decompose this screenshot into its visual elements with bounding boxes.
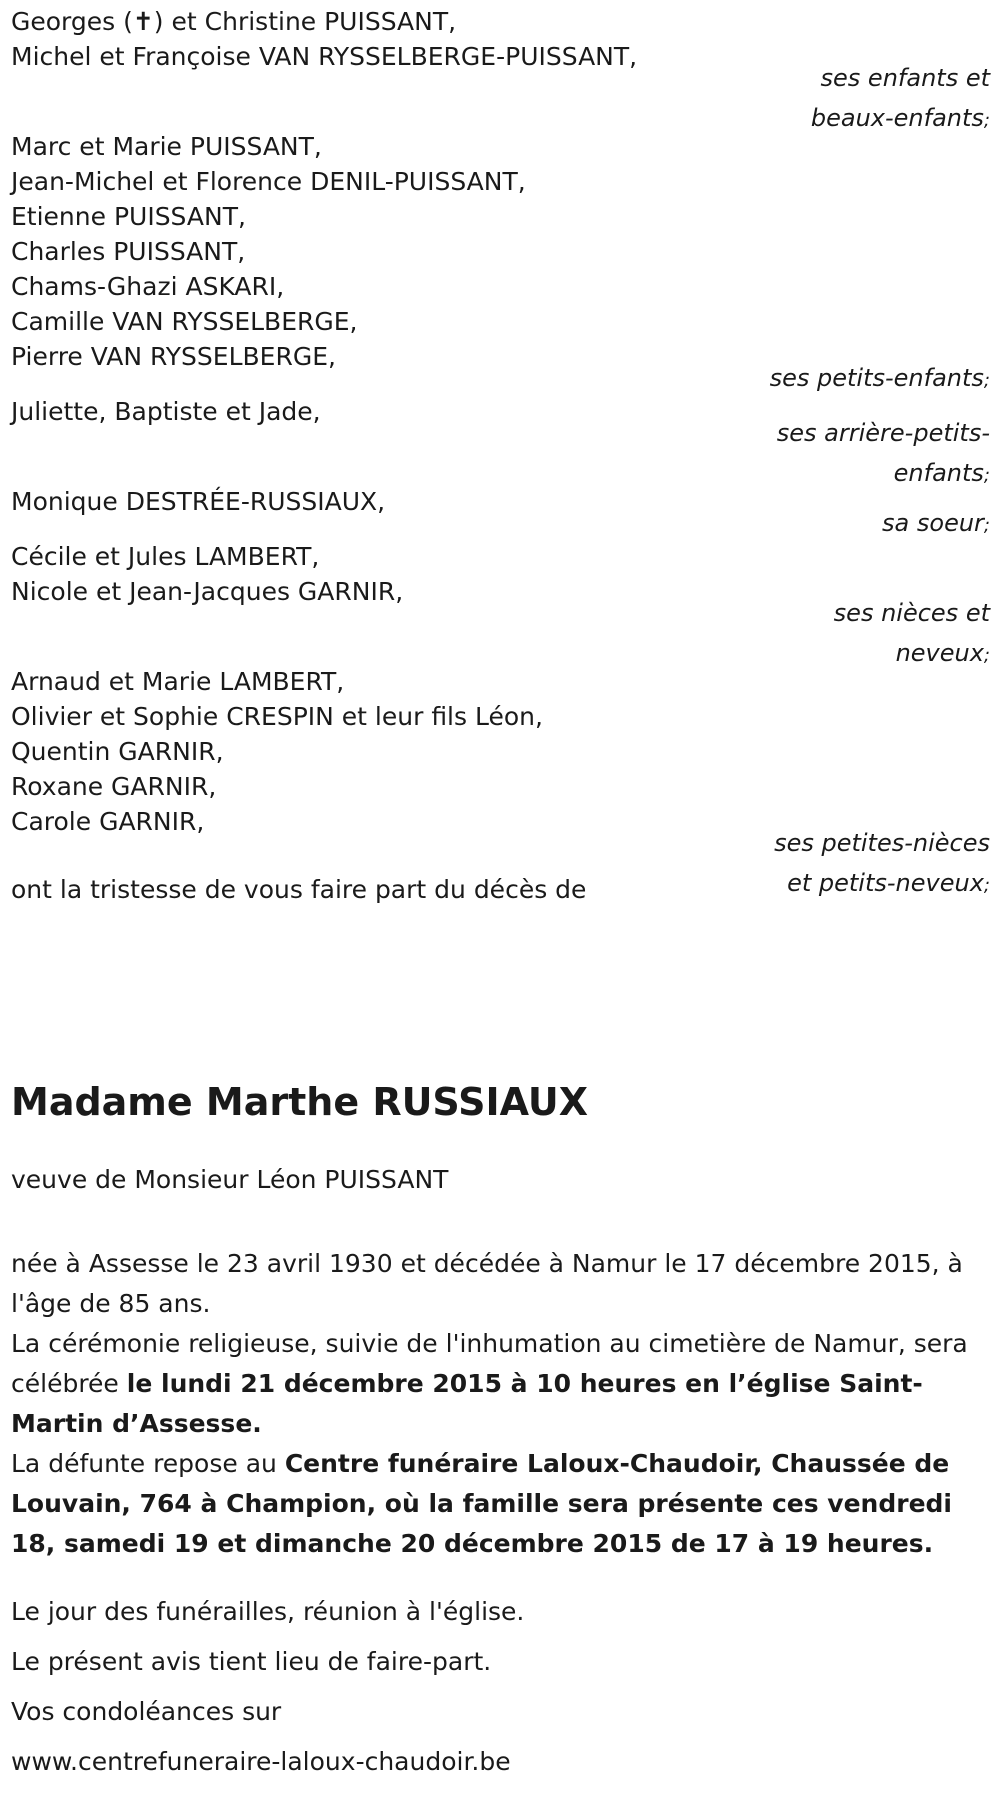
announcement-text: ont la tristesse de vous faire part du décès de [11,875,587,904]
family-name-line: Roxane GARNIR, [11,772,217,801]
relation-line: et petits-neveux; [787,869,990,897]
family-name-line: Chams-Ghazi ASKARI, [11,272,285,301]
repose-details: Centre funéraire Laloux-Chaudoir, Chaussée de Louvain, 764 à Champion, où la famille sera présente ces vendredi 18, samedi 19 et dimanche 20 décembre 2015 de 17 à 19 heures. [11,1449,953,1558]
family-name-line: Pierre VAN RYSSELBERGE, [11,342,336,371]
family-name-line: Jean-Michel et Florence DENIL-PUISSANT, [11,167,526,196]
relation-label [630,823,990,906]
relation-line: beaux-enfants; [810,104,990,132]
relation-label [630,413,990,496]
deceased-name: Madame Marthe RUSSIAUX [11,1080,588,1124]
family-name-line: Etienne PUISSANT, [11,202,246,231]
family-name-line: Carole GARNIR, [11,807,205,836]
relation-line: ses petits-enfants; [769,364,990,392]
relation-label [630,503,990,546]
relation-label [630,593,990,676]
relation-label [630,358,990,401]
funeral-day-text: Le jour des funérailles, réunion à l'église. [11,1597,525,1626]
ceremony-intro: La cérémonie religieuse, suivie de l'inhumation au cimetière de Namur, sera célébrée [11,1329,968,1398]
condolences-text: Vos condoléances sur [11,1697,282,1726]
family-name-line: Juliette, Baptiste et Jade, [11,397,321,426]
family-name-line: Charles PUISSANT, [11,237,246,266]
ceremony-paragraph [11,1324,989,1444]
family-name-line: Quentin GARNIR, [11,737,224,766]
family-name-line: Marc et Marie PUISSANT, [11,132,322,161]
family-name-line: Arnaud et Marie LAMBERT, [11,667,345,696]
family-name-line: Michel et Françoise VAN RYSSELBERGE-PUISSANT, [11,42,638,71]
relation-line: ses nièces et [833,599,990,627]
widow-of-text: veuve de Monsieur Léon PUISSANT [11,1165,449,1194]
family-name-line: Camille VAN RYSSELBERGE, [11,307,358,336]
family-name-line: Nicole et Jean-Jacques GARNIR, [11,577,404,606]
family-name-line: Olivier et Sophie CRESPIN et leur fils Léon, [11,702,543,731]
relation-line: ses petites-nièces [774,829,990,857]
relation-line: ses enfants et [820,64,990,92]
repose-paragraph [11,1444,989,1564]
relation-label [630,58,990,141]
relation-line: neveux; [895,639,990,667]
ceremony-details: le lundi 21 décembre 2015 à 10 heures en l’église Saint-Martin d’Assesse. [11,1369,923,1438]
family-name-line: Cécile et Jules LAMBERT, [11,542,320,571]
birth-death-paragraph: née à Assesse le 23 avril 1930 et décédée à Namur le 17 décembre 2015, à l'âge de 85 ans. [11,1249,963,1318]
notice-text: Le présent avis tient lieu de faire-part. [11,1647,492,1676]
repose-intro: La défunte repose au [11,1449,285,1478]
family-name-line: Monique DESTRÉE-RUSSIAUX, [11,487,386,516]
relation-line: sa soeur; [882,509,990,537]
relation-line: ses arrière-petits- [776,419,990,447]
website-link[interactable]: www.centrefuneraire-laloux-chaudoir.be [11,1747,511,1776]
family-name-line: Georges (✝) et Christine PUISSANT, [11,7,457,36]
relation-line: enfants; [893,459,990,487]
